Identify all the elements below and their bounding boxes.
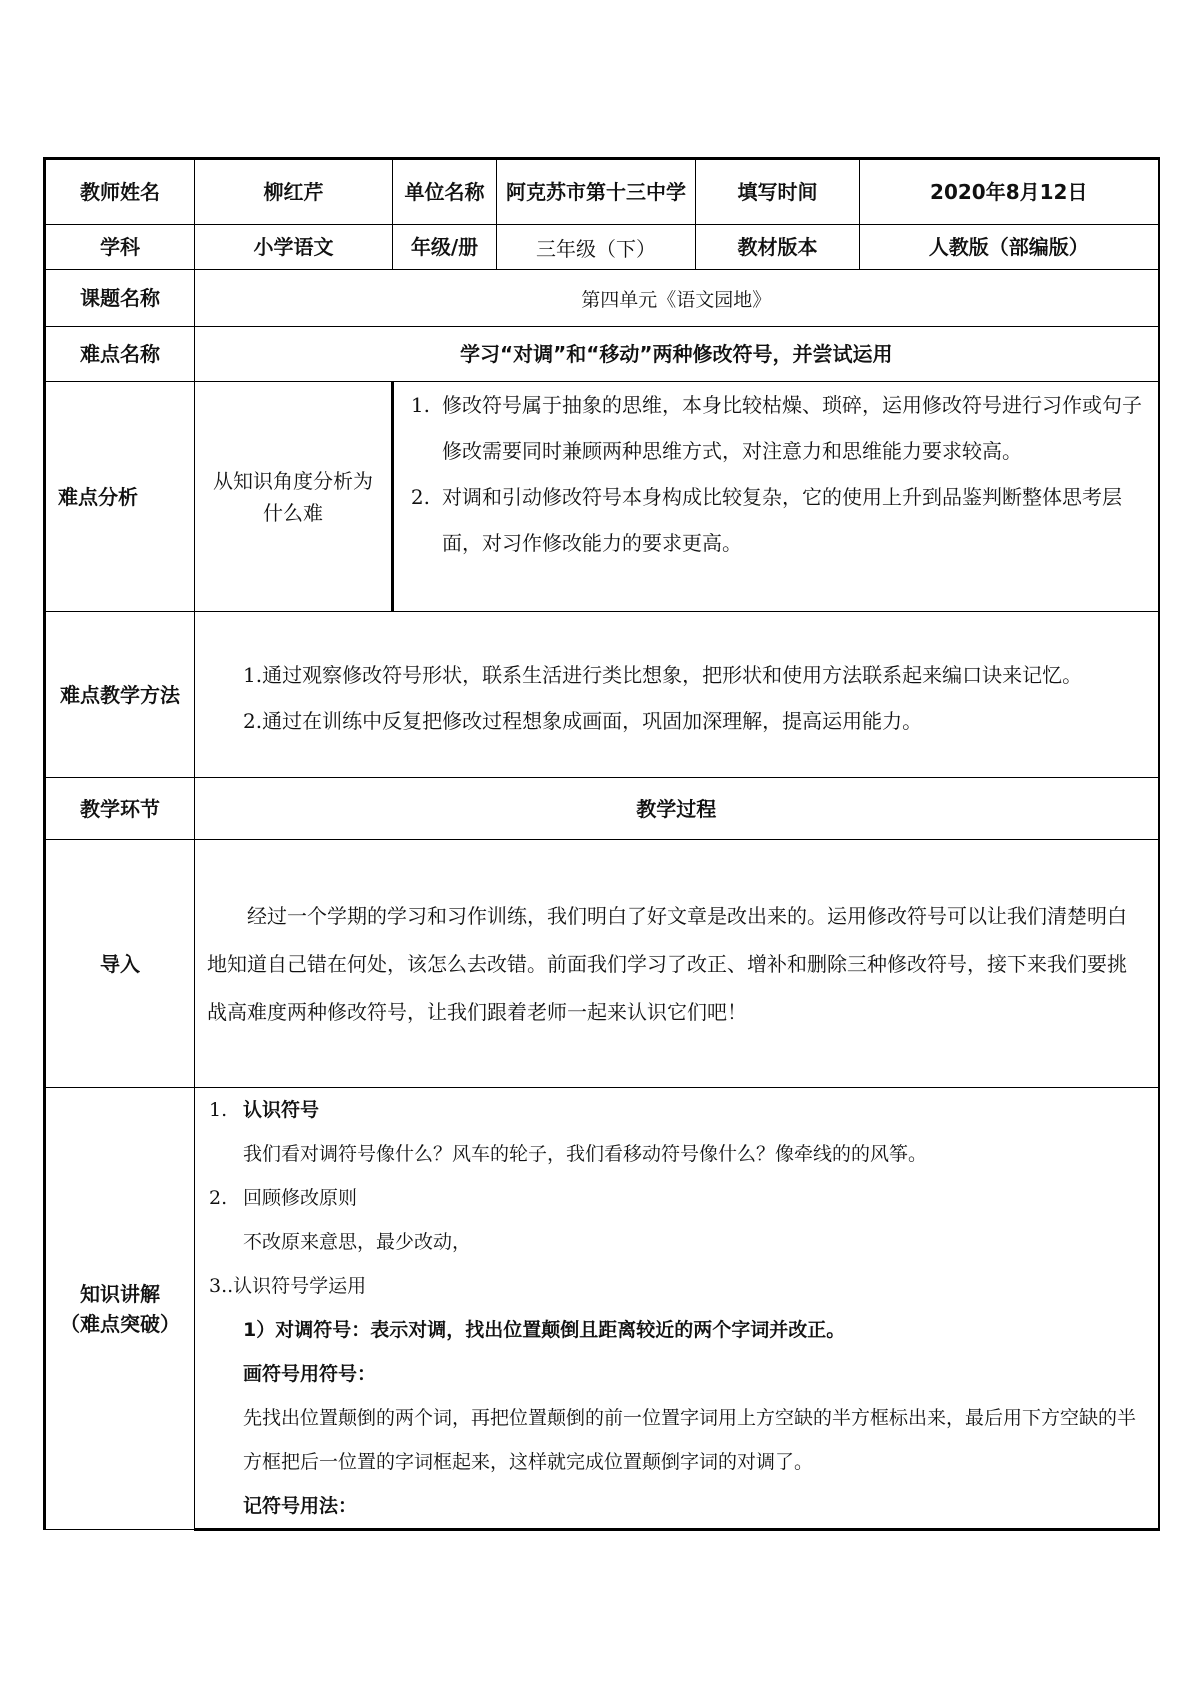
lesson-plan-table (43, 157, 1160, 1531)
row-topic (45, 270, 1159, 327)
row-analysis (45, 382, 1159, 612)
analysis-item-text: 修改符号属于抽象的思维，本身比较枯燥、琐碎，运用修改符号进行习作或句子修改需要同时兼顾两种思维方式，对注意力和思维能力要求较高。 (442, 393, 1142, 463)
methods-content (195, 612, 1159, 778)
row-process-header (45, 778, 1159, 840)
row-methods (45, 612, 1159, 778)
unit-name: 阿克苏市第十三中学 (497, 159, 696, 225)
difficulty-value: 学习“对调”和“移动”两种修改符号，并尝试运用 (195, 327, 1159, 382)
row-knowledge (45, 1088, 1159, 1530)
topic-value: 第四单元《语文园地》 (195, 270, 1159, 327)
topic-label: 课题名称 (45, 270, 195, 327)
analysis-item-number: 2. (410, 485, 430, 509)
knowledge-section-3-title: 3..认识符号学运用 (209, 1275, 367, 1297)
knowledge-section-1-text: 我们看对调符号像什么？风车的轮子，我们看移动符号像什么？像牵线的的风筝。 (243, 1143, 928, 1165)
edition-value: 人教版（部编版） (860, 225, 1159, 270)
draw-symbol-text: 先找出位置颠倒的两个词，再把位置颠倒的前一位置字词用上方空缺的半方框标出来，最后用下方空缺的半方框把后一位置的字词框起来，这样就完成位置颠倒字词的对调了。 (243, 1407, 1137, 1473)
process-header-value: 教学过程 (195, 778, 1159, 840)
analysis-items (393, 382, 1159, 612)
edition-label: 教材版本 (696, 225, 860, 270)
knowledge-content (195, 1088, 1159, 1530)
analysis-item-number: 1. (410, 393, 430, 417)
row-subject (45, 225, 1159, 270)
analysis-item-text: 对调和引动修改符号本身构成比较复杂，它的使用上升到品鉴判断整体思考层面，对习作修改能力的要求更高。 (442, 485, 1122, 555)
lesson-plan-form (43, 157, 1157, 1531)
teacher-label: 教师姓名 (45, 159, 195, 225)
analysis-item-1 (394, 382, 1144, 474)
methods-label: 难点教学方法 (45, 612, 195, 778)
intro-label: 导入 (45, 840, 195, 1088)
row-intro (45, 840, 1159, 1088)
knowledge-section-2 (209, 1176, 1158, 1220)
remember-symbol-title: 记符号用法： (243, 1495, 358, 1517)
unit-label: 单位名称 (393, 159, 497, 225)
analysis-label: 难点分析 (45, 382, 195, 612)
method-item-2: 2.通过在训练中反复把修改过程想象成画面，巩固加深理解，提高运用能力。 (243, 708, 923, 733)
knowledge-label (45, 1088, 195, 1530)
knowledge-label-line1: 知识讲解 (80, 1281, 160, 1306)
section-number: 1. (209, 1099, 228, 1121)
intro-text: 经过一个学期的学习和习作训练，我们明白了好文章是改出来的。运用修改符号可以让我们清楚明白地知道自己错在何处，该怎么去改错。前面我们学习了改正、增补和删除三种修改符号，接下来我们要挑战高难度两种修改符号，让我们跟着老师一起来认识它们吧！ (207, 903, 1127, 1024)
grade-label: 年级/册 (393, 225, 497, 270)
method-item-1: 1.通过观察修改符号形状，联系生活进行类比想象，把形状和使用方法联系起来编口诀来记忆。 (243, 662, 1083, 687)
analysis-sub-label: 从知识角度分析为什么难 (195, 382, 393, 612)
section-title: 回顾修改原则 (243, 1187, 358, 1209)
process-stage-label: 教学环节 (45, 778, 195, 840)
grade-value: 三年级（下） (497, 225, 696, 270)
section-title: 认识符号 (243, 1099, 320, 1121)
knowledge-section-1 (209, 1088, 1158, 1132)
section-number: 2. (209, 1187, 228, 1209)
knowledge-label-line2: （难点突破） (60, 1311, 180, 1336)
row-teacher (45, 159, 1159, 225)
subject-value: 小学语文 (195, 225, 393, 270)
difficulty-label: 难点名称 (45, 327, 195, 382)
draw-symbol-title: 画符号用符号： (243, 1363, 377, 1385)
fill-time-label: 填写时间 (696, 159, 860, 225)
swap-symbol-definition: 1）对调符号：表示对调，找出位置颠倒且距离较近的两个字词并改正。 (243, 1319, 846, 1341)
row-difficulty (45, 327, 1159, 382)
intro-content (195, 840, 1159, 1088)
analysis-item-2 (394, 474, 1144, 566)
subject-label: 学科 (45, 225, 195, 270)
knowledge-section-2-text: 不改原来意思，最少改动， (243, 1231, 472, 1253)
teacher-name: 柳红芹 (195, 159, 393, 225)
fill-time: 2020年8月12日 (860, 159, 1159, 225)
